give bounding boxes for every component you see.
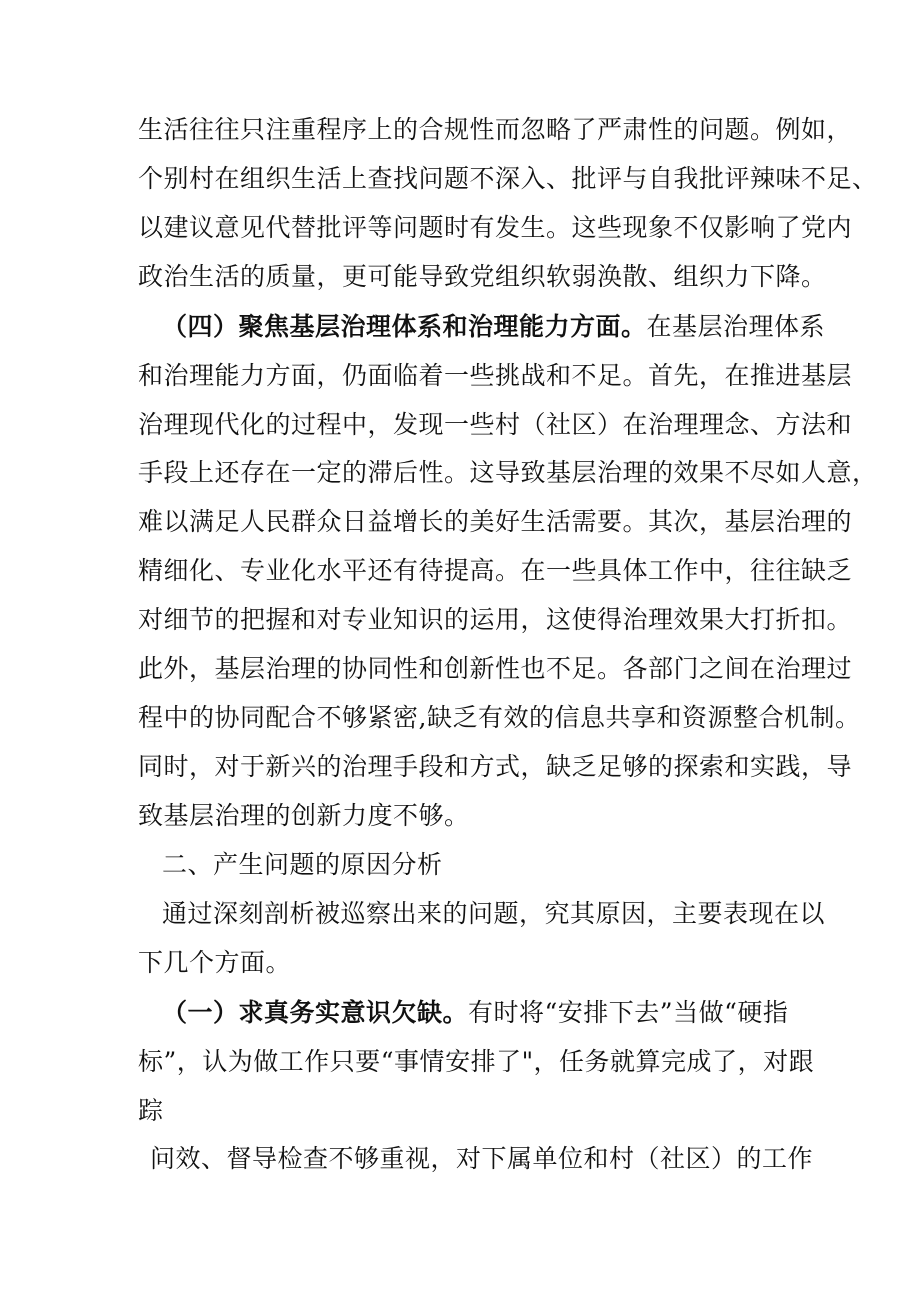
p1-line-1: 生活往往只注重程序上的合规性而忽略了严肃性的问题。例如， (138, 115, 853, 144)
p3-first-line (162, 996, 788, 1030)
p2-line-2: 治理现代化的过程中，发现一些村（社区）在治理理念、方法和 (138, 410, 853, 439)
section-2-title: 二、产生问题的原因分析 (162, 850, 443, 879)
p1-line-2: 个别村在组织生活上查找问题不深入、批评与自我批评辣味不足、 (138, 164, 878, 193)
p2-first-line-rest: 在基层治理体系 (646, 312, 826, 341)
p1-line-3: 以建议意见代替批评等问题时有发生。这些现象不仅影响了党内 (138, 213, 853, 242)
p2-line-9: 同时，对于新兴的治理手段和方式，缺乏足够的探索和实践，导 (138, 752, 853, 781)
p2-line-4: 难以满足人民群众日益增长的美好生活需要。其次，基层治理的 (138, 507, 853, 536)
p2-line-6: 对细节的把握和对专业知识的运用，这使得治理效果大打折扣。 (138, 605, 853, 634)
p1-line-4: 政治生活的质量，更可能导致党组织软弱涣散、组织力下降。 (138, 262, 827, 291)
p2-line-3: 手段上还存在一定的滞后性。这导致基层治理的效果不尽如人意， (138, 458, 878, 487)
p3-continuation: 问效、督导检查不够重视，对下属单位和村（社区）的工作 (150, 1144, 814, 1173)
p2-line-5: 精细化、专业化水平还有待提高。在一些具体工作中，往往缺乏 (138, 556, 853, 585)
p2-line-10: 致基层治理的创新力度不够。 (138, 801, 470, 830)
p3-line-2: 踪 (138, 1096, 164, 1125)
p2-line-8: 程中的协同配合不够紧密,缺乏有效的信息共享和资源整合机制。 (138, 703, 861, 732)
p2-heading: （四）聚焦基层治理体系和治理能力方面。 (162, 312, 647, 341)
p3-heading: （一）求真务实意识欠缺。 (162, 998, 469, 1027)
section-2-intro-line-2: 下几个方面。 (138, 948, 292, 977)
p2-first-line (162, 310, 825, 344)
p2-line-7: 此外，基层治理的协同性和创新性也不足。各部门之间在治理过 (138, 654, 853, 683)
p3-line-1: 标”，认为做工作只要“事情安排了"，任务就算完成了，对跟 (138, 1047, 815, 1076)
p2-line-1: 和治理能力方面，仍面临着一些挑战和不足。首先，在推进基层 (138, 361, 853, 390)
p3-first-line-rest: 有时将“安排下去”当做“硬指 (468, 998, 789, 1027)
section-2-intro-line-1: 通过深刻剖析被巡察出来的问题，究其原因，主要表现在以 (162, 899, 826, 928)
